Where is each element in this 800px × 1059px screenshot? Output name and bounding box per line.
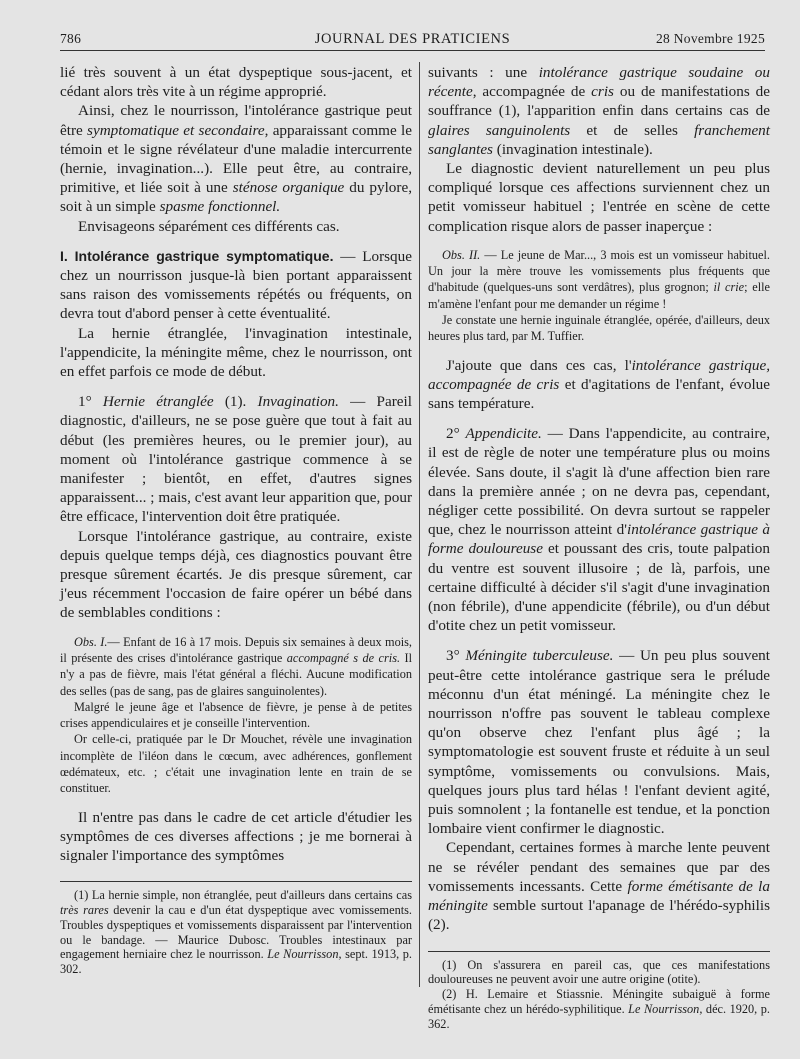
footnote-1: (1) La hernie simple, non étranglée, peut d'ailleurs dans certains cas très rares devenir la cau e d'un état dyspeptique avec vomissements. Troubles dyspeptiques et vomissements disparaissent par l'intervention ou le bandage. — Maurice Dubosc. Troubles intestinaux par engagement herniaire chez le nourrisson. Le Nourrisson, sept. 1913, p. 302. (60, 888, 412, 977)
observation-text: Malgré le jeune âge et l'absence de fièvre, je pense à de petites crises appendiculaires et je conseille l'intervention. (60, 699, 412, 731)
paragraph: lié très souvent à un état dyspeptique sous-jacent, et cédant alors très vite à un régime approprié. (60, 64, 412, 101)
subsection-appendicite: 2° Appendicite. — Dans l'appendicite, au contraire, il est de règle de noter une température plus ou moins élevée. Sans doute, il s'agit là d'une affection bien rare dans la première année ; on ne devra pas, cependant, négliger cette possibilité. On devra surtout se rappeler que, chez le nourrisson atteint d'intolérance gastrique à forme douloureuse et poussant des cris, toute palpation du ventre est souvent illusoire ; de là, parfois, une certaine difficulté à décider s'il s'agit d'une invagination (non fébrile), d'une appendicite (fébrile), ou d'un début d'otite chez un petit vomisseur. (428, 425, 771, 635)
footnote-1: (1) On s'assurera en pareil cas, que ces manifestations douloureuses ne peuvent avoir une autre origine (otite). (428, 957, 770, 987)
observation-text: Je constate une hernie inguinale étranglée, opérée, d'ailleurs, deux heures plus tard, par M. Tuffier. (428, 313, 770, 344)
left-column (60, 63, 412, 977)
paragraph: suivants : une intolérance gastrique soudaine ou récente, accompagnée de cris ou de manifestations de souffrance (1), l'apparition enfin dans certains cas de glaires sanguinolents et de selles franchement sanglantes (invagination intestinale). (428, 64, 771, 158)
observation-text: Or celle-ci, pratiquée par le Dr Mouchet, révèle une invagination incomplète de l'iléon dans le cœcum, avec adhérences, gonflement œdémateux, etc. ; c'était une invagination lente en train de se constituer. (60, 732, 412, 796)
footnote-2: (2) H. Lemaire et Stiassnie. Méningite subaiguë à forme émétisante chez un hérédo-syphilitique. Le Nourrisson, déc. 1920, p. 362. (428, 987, 770, 1031)
subsection-hernie: 1° Hernie étranglée (1). Invagination. — Pareil diagnostic, d'ailleurs, ne se pose guère que tout à fait au début (les premières heures, ou le premier jour), au moment où l'intolérance gastrique commence à se manifester ; bientôt, en effet, d'autres signes apparaissent... ; mais, c'est avant leur apparition que, pour être efficace, l'intervention doit être pratiquée. (60, 393, 412, 526)
right-column (428, 63, 770, 1031)
paragraph: Cependant, certaines formes à marche lente peuvent ne se révéler pendant des semaines que par des vomissements incessants. Cette forme émétisante de la méningite semble surtout l'apanage de l'hérédo-syphilis (2). (428, 839, 770, 934)
page-number: 786 (60, 31, 82, 46)
observation-1 (60, 634, 412, 797)
footnote-rule (428, 951, 770, 952)
paragraph: Le diagnostic devient naturellement un peu plus compliqué lorsque ces affections surviennent chez un petit vomisseur habituel ; l'entrée en scène de cette complication risque alors de passer inaperçue : (428, 160, 770, 235)
observation-2 (428, 247, 770, 345)
paragraph: J'ajoute que dans ces cas, l'intolérance gastrique, accompagnée de cris et d'agitations de l'enfant, évolue sans température. (428, 356, 771, 413)
paragraph: Envisageons séparément ces différents cas. (78, 217, 340, 235)
paragraph: Ainsi, chez le nourrisson, l'intolérance gastrique peut être symptomatique et secondaire, apparaissant comme le témoin et le signe révélateur d'une maladie intercurrente (hernie, invagination...). Elle peut être, au contraire, primitive, et liée soit à une sténose organique du pylore, soit à un simple spasme fonctionnel. (60, 102, 412, 216)
footnote-rule (60, 881, 412, 882)
journal-title: JOURNAL DES PRATICIENS (314, 31, 511, 47)
subsection-meningite: 3° Méningite tuberculeuse. — Un peu plus souvent peut-être cette intolérance gastrique sera le prélude méconnu d'un état méningé. La méningite chez le nourrisson n'offre pas souvent le tableau complexe qu'on observe chez l'enfant plus âgé ; la symptomatologie est souvent fruste et réduite à un seul symptôme, vomissements ou convulsions. Mais, quelques jours plus tard hélas ! l'enfant devient agité, puis somnolent ; la fontanelle est tendue, et la ponction lombaire vient confirmer le diagnostic. (428, 647, 770, 838)
paragraph: La hernie étranglée, l'invagination intestinale, l'appendicite, la méningite même, chez le nourrisson, ont en effet parfois ce mode de début. (60, 324, 412, 381)
section-heading: I. Intolérance gastrique symptomatique. — Lorsque chez un nourrisson jusque-là bien portant apparaissent sans raison des vomissements répétés ou fréquents, on devra tout d'abord penser à cette éventualité. (60, 247, 412, 323)
paragraph: Il n'entre pas dans le cadre de cet article d'étudier les symptômes de ces diverses affections ; je me bornerai à signaler l'importance des symptômes (60, 808, 412, 865)
column-divider (419, 62, 420, 987)
observation-text: Obs. II. — Le jeune de Mar..., 3 mois est un vomisseur habituel. Un jour la mère trouve les vomissements plus fréquents que d'habitude (quelques-uns sont verdâtres), plus grognon; il crie; elle m'amène l'enfant pour me demander un régime ! (428, 247, 770, 311)
observation-text: Obs. I.— Enfant de 16 à 17 mois. Depuis six semaines à deux mois, il présente des crises d'intolérance gastrique accompagné s de cris. Il n'y a pas de fièvre, mais l'état général a fléchi. Aucune modification des selles (pas de sang, pas de glaires sanguinolentes). (60, 634, 412, 698)
paragraph: Lorsque l'intolérance gastrique, au contraire, existe depuis quelque temps déjà, ces diagnostics pouvant être presque sûrement écartés. Je dis presque sûrement, car j'eus récemment l'occasion de faire opérer un bébé dans de semblables conditions : (60, 527, 412, 622)
running-header (60, 28, 765, 51)
issue-date: 28 Novembre 1925 (655, 31, 765, 46)
